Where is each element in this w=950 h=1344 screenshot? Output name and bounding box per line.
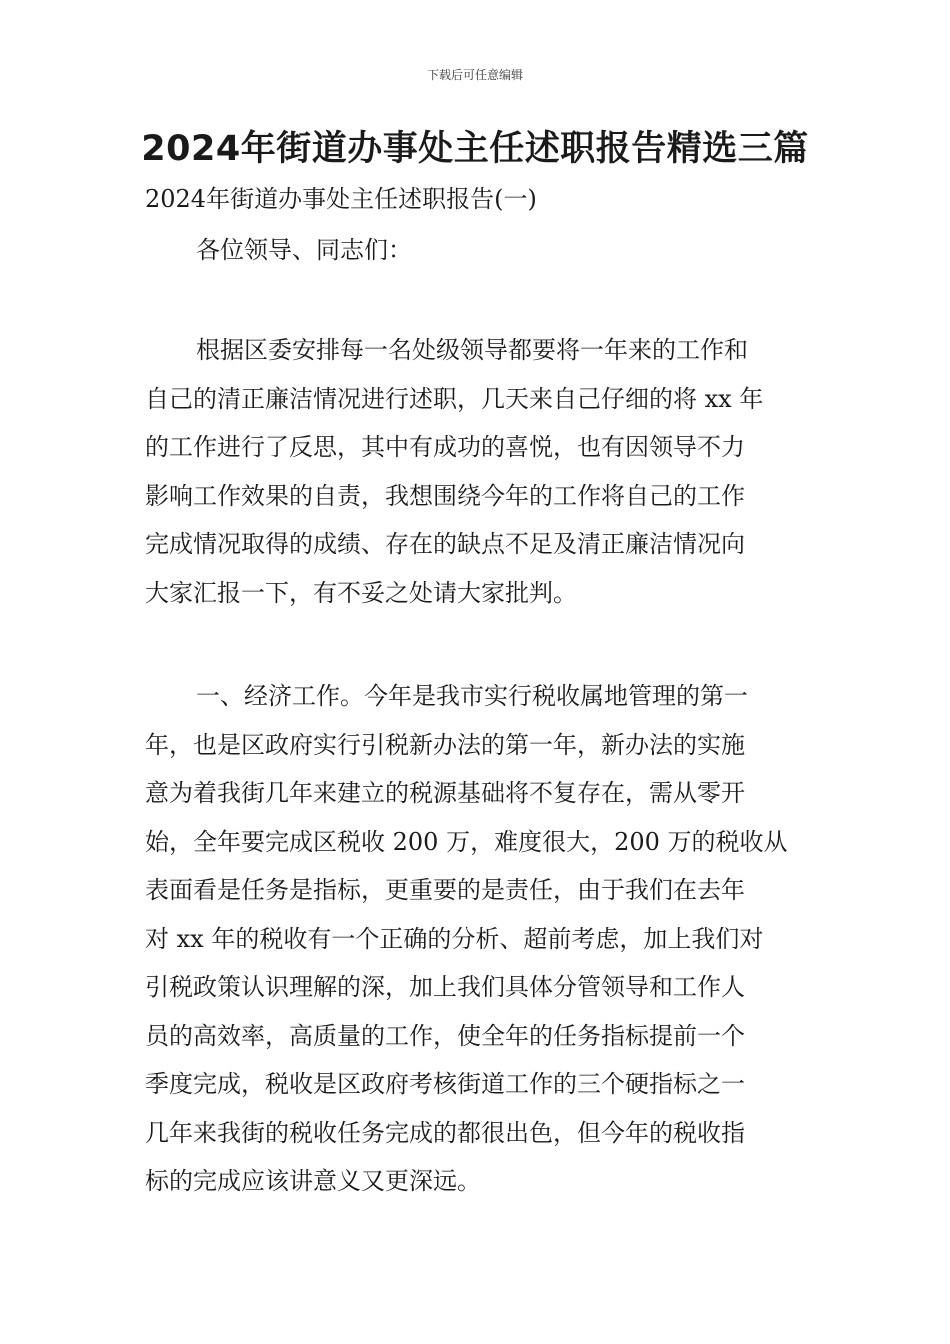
paragraph-intro [145,326,815,617]
paragraph-line: 大家汇报一下，有不妥之处请大家批判。 [145,578,577,607]
paragraph-line: 完成情况取得的成绩、存在的缺点不足及清正廉洁情况向 [145,530,745,558]
paragraph-line: 几年来我街的税收任务完成的都很出色，但今年的税收指 [145,1118,745,1147]
paragraph-line: 根据区委安排每一名处级领导都要将一年来的工作和 [196,336,748,364]
paragraph-line: 员的高效率，高质量的工作，使全年的任务指标提前一个 [145,1021,745,1050]
document-title: 2024年街道办事处主任述职报告精选三篇 [141,129,809,169]
paragraph-line: 始，全年要完成区税收 200 万，难度很大，200 万的税收从 [145,827,788,856]
paragraph-line: 一、经济工作。今年是我市实行税收属地管理的第一 [196,682,748,710]
header-note: 下载后可任意编辑 [426,68,523,82]
paragraph-line: 影响工作效果的自责，我想围绕今年的工作将自己的工作 [145,481,745,510]
salutation: 各位领导、同志们： [196,236,412,264]
paragraph-line: 季度完成，税收是区政府考核街道工作的三个硬指标之一 [145,1070,745,1098]
paragraph-line: 意为着我街几年来建立的税源基础将不复存在，需从零开 [145,779,745,807]
paragraph-line: 自己的清正廉洁情况进行述职，几天来自己仔细的将 xx 年 [145,384,764,413]
report-subtitle: 2024年街道办事处主任述职报告(一) [145,185,537,213]
paragraph-line: 引税政策认识理解的深，加上我们具体分管领导和工作人 [145,973,745,1001]
paragraph-line: 对 xx 年的税收有一个正确的分析、超前考虑，加上我们对 [145,924,764,953]
paragraph-economic-work [145,672,815,1206]
paragraph-line: 年，也是区政府实行引税新办法的第一年，新办法的实施 [145,730,745,759]
paragraph-line: 的工作进行了反思，其中有成功的喜悦，也有因领导不力 [145,433,745,461]
paragraph-line: 表面看是任务是指标，更重要的是责任，由于我们在去年 [145,876,745,904]
paragraph-line: 标的完成应该讲意义又更深远。 [145,1167,481,1195]
